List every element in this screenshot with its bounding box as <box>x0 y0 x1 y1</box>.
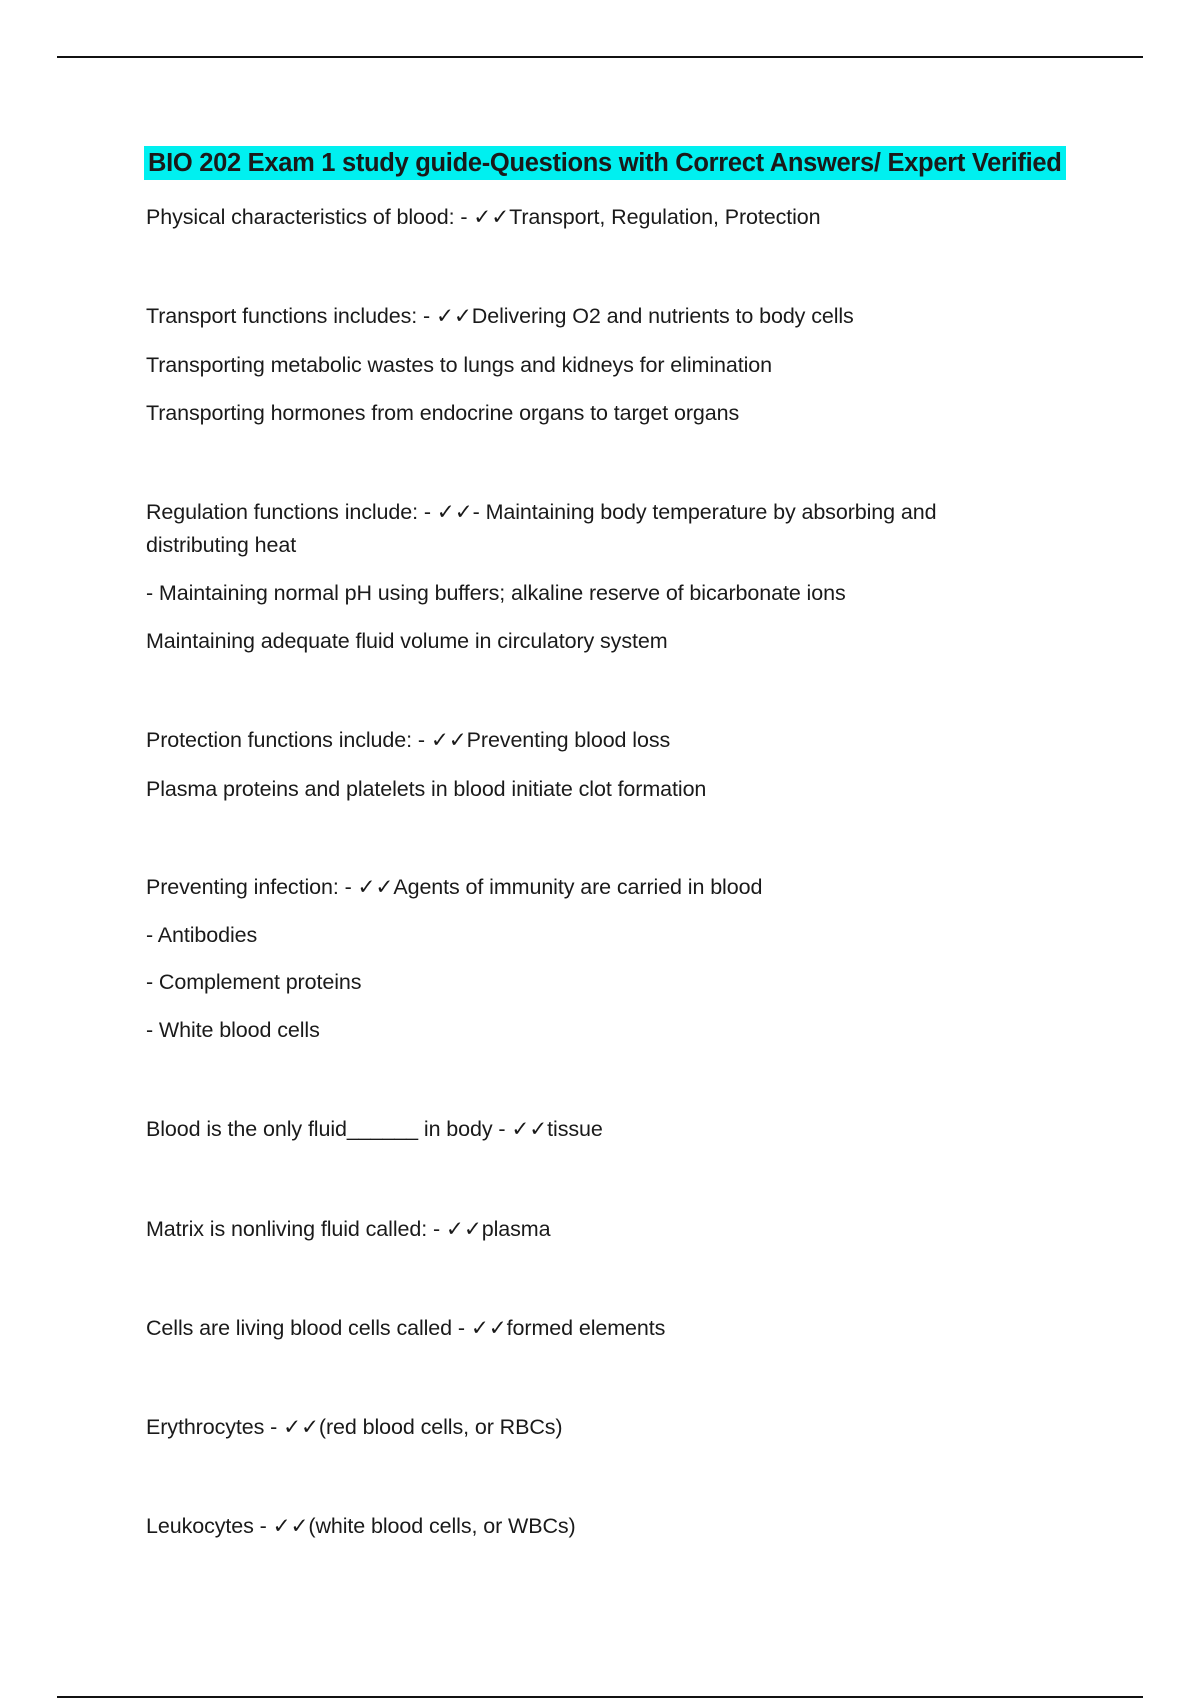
qa-line: Erythrocytes - ✓✓(red blood cells, or RBCs) <box>146 1415 563 1439</box>
qa-line: Cells are living blood cells called - ✓✓formed elements <box>146 1316 666 1340</box>
qa-line: Regulation functions include: - ✓✓- Maintaining body temperature by absorbing and <box>146 500 937 524</box>
footer-rule <box>57 1696 1143 1698</box>
qa-line: - Complement proteins <box>146 970 362 994</box>
qa-line: Protection functions include: - ✓✓Preventing blood loss <box>146 728 671 752</box>
document-title: BIO 202 Exam 1 study guide-Questions with Correct Answers/ Expert Verified <box>144 146 1066 180</box>
qa-line: distributing heat <box>146 533 297 557</box>
qa-line: - Maintaining normal pH using buffers; alkaline reserve of bicarbonate ions <box>146 581 846 605</box>
qa-line: Transporting metabolic wastes to lungs and kidneys for elimination <box>146 353 772 377</box>
qa-line: Physical characteristics of blood: - ✓✓Transport, Regulation, Protection <box>146 205 821 229</box>
qa-line: Blood is the only fluid______ in body - ✓✓tissue <box>146 1117 603 1141</box>
qa-line: Transport functions includes: - ✓✓Delivering O2 and nutrients to body cells <box>146 304 854 328</box>
qa-line: Preventing infection: - ✓✓Agents of immunity are carried in blood <box>146 875 763 899</box>
qa-line: - Antibodies <box>146 923 258 947</box>
qa-line: Leukocytes - ✓✓(white blood cells, or WBCs) <box>146 1514 576 1538</box>
qa-line: Plasma proteins and platelets in blood initiate clot formation <box>146 777 707 801</box>
qa-line: - White blood cells <box>146 1018 320 1042</box>
qa-line: Matrix is nonliving fluid called: - ✓✓plasma <box>146 1217 551 1241</box>
qa-line: Maintaining adequate fluid volume in circulatory system <box>146 629 668 653</box>
document-body <box>146 146 1066 1538</box>
qa-line: Transporting hormones from endocrine organs to target organs <box>146 401 740 425</box>
header-rule <box>57 56 1143 58</box>
